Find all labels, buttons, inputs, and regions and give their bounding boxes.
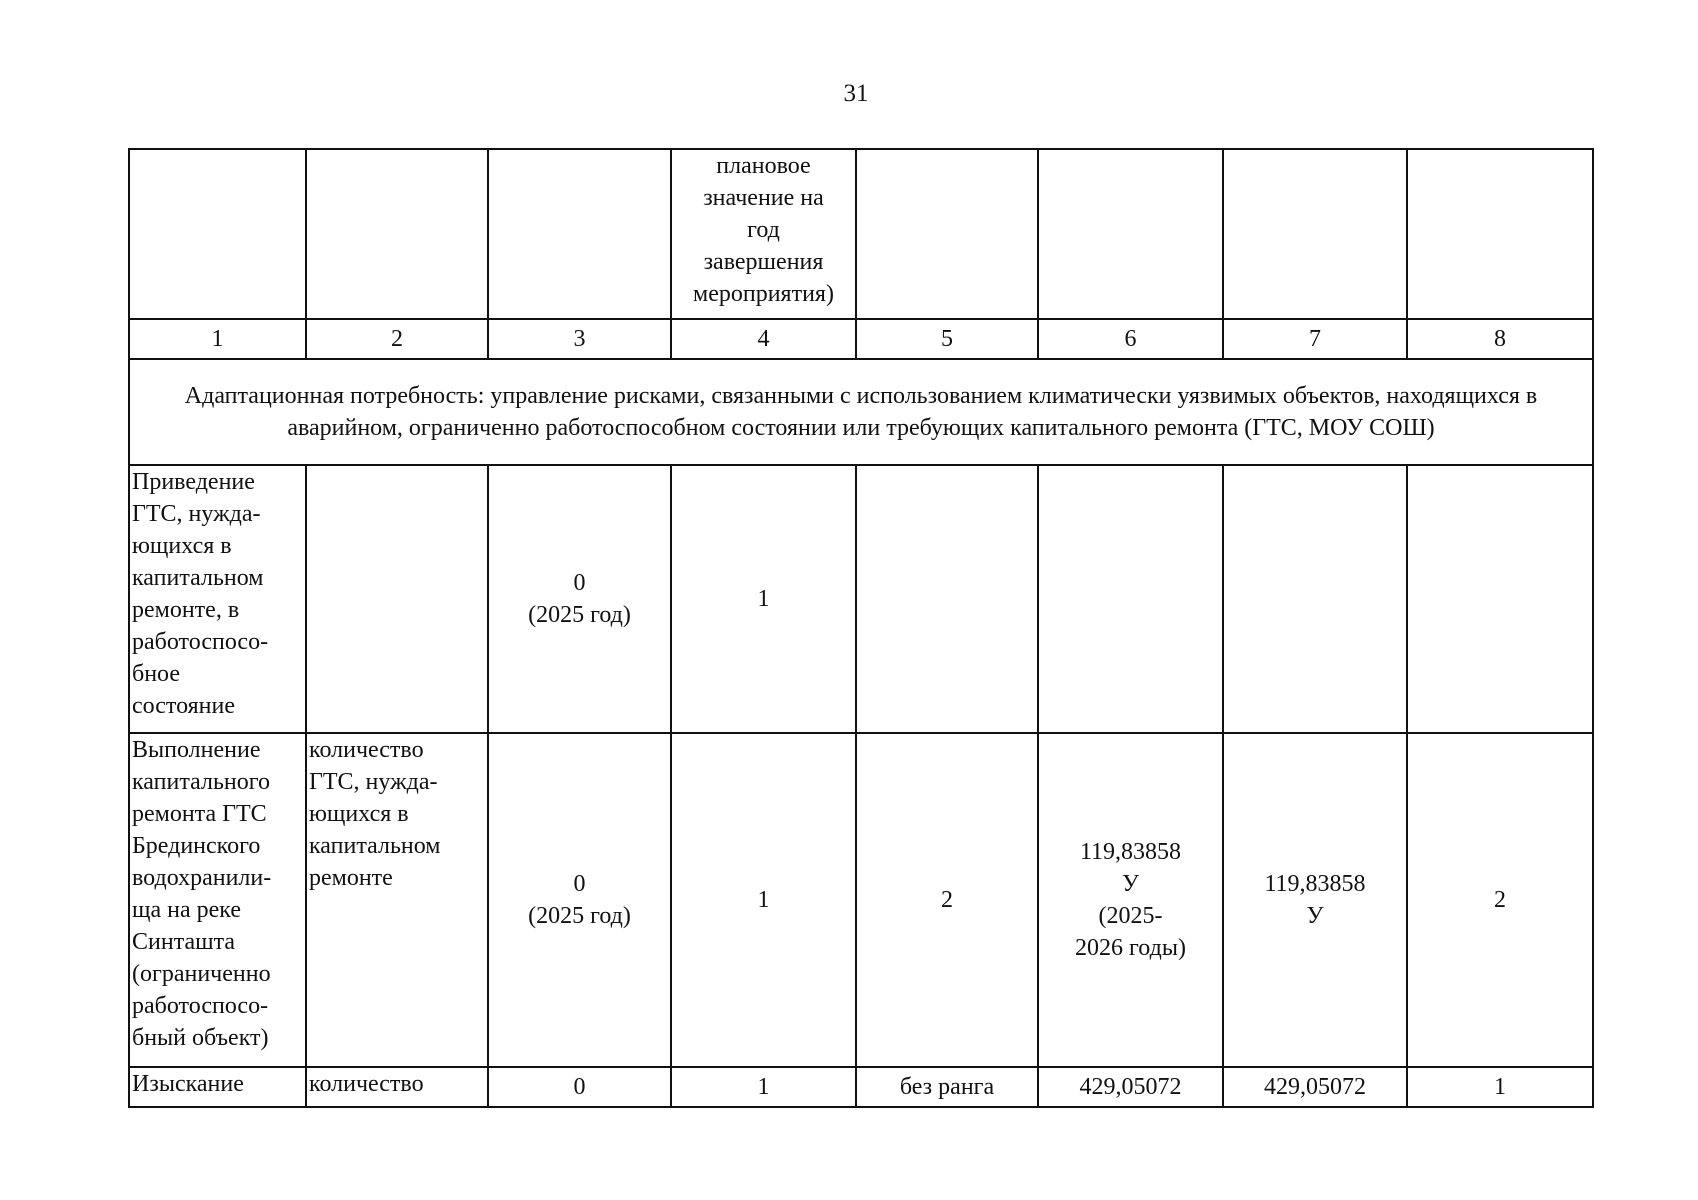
measure-name-cell (129, 1067, 306, 1107)
measure-name-cell (129, 733, 306, 1067)
measure-name: Выполнение капитального ремонта ГТС Брединского водохранили- ща на реке Синташта (ограниченно работоспосо- бный объект) (132, 737, 272, 1051)
header-cell-3 (488, 149, 671, 319)
measures-table (128, 148, 1594, 1108)
header-cell-6 (1038, 149, 1223, 319)
planned-value-cell: 1 (671, 465, 856, 733)
final-rank-cell (1407, 465, 1593, 733)
header-cell-2 (306, 149, 488, 319)
cost-total-cell: 119,83858 У (1223, 733, 1407, 1067)
base-value-cell: 0 (2025 год) (488, 465, 671, 733)
table-row (129, 733, 1593, 1067)
rank-cell: без ранга (856, 1067, 1038, 1107)
final-rank-cell: 1 (1407, 1067, 1593, 1107)
column-number: 6 (1038, 319, 1223, 359)
page-number: 31 (843, 80, 869, 107)
column-number: 1 (129, 319, 306, 359)
indicator-name: количество ГТС, нужда- ющихся в капитальном ремонте (309, 737, 441, 891)
measure-name: Изыскание (132, 1071, 244, 1097)
column-number: 3 (488, 319, 671, 359)
column-number-row (129, 319, 1593, 359)
rank-cell: 2 (856, 733, 1038, 1067)
planned-value-cell: 1 (671, 733, 856, 1067)
header-cell-8 (1407, 149, 1593, 319)
header-cell-5 (856, 149, 1038, 319)
table-row (129, 465, 1593, 733)
column-number: 2 (306, 319, 488, 359)
indicator-cell (306, 465, 488, 733)
header-continuation-row (129, 149, 1593, 319)
table-row (129, 1067, 1593, 1107)
indicator-cell (306, 1067, 488, 1107)
final-rank-cell: 2 (1407, 733, 1593, 1067)
measure-name-cell (129, 465, 306, 733)
cost-total-cell (1223, 465, 1407, 733)
indicator-name: количество (309, 1071, 424, 1097)
header-cell-4: плановое значение на год завершения мероприятия) (671, 149, 856, 319)
cost-cell (1038, 465, 1223, 733)
cost-total-cell: 429,05072 (1223, 1067, 1407, 1107)
column-number: 5 (856, 319, 1038, 359)
cost-cell: 429,05072 (1038, 1067, 1223, 1107)
column-number: 8 (1407, 319, 1593, 359)
planned-value-cell: 1 (671, 1067, 856, 1107)
column-number: 7 (1223, 319, 1407, 359)
rank-cell (856, 465, 1038, 733)
measure-name: Приведение ГТС, нужда- ющихся в капитальном ремонте, в работоспосо- бное состояние (132, 469, 269, 719)
section-title: Адаптационная потребность: управление рисками, связанными с использованием климатически уязвимых объектов, находящихся в аварийном, ограниченно работоспособном состоянии или требующих капитального ремонта (ГТС, МОУ СОШ) (129, 359, 1593, 465)
column-number: 4 (671, 319, 856, 359)
header-cell-7 (1223, 149, 1407, 319)
cost-cell: 119,83858 У (2025- 2026 годы) (1038, 733, 1223, 1067)
base-value-cell: 0 (488, 1067, 671, 1107)
base-value-cell: 0 (2025 год) (488, 733, 671, 1067)
section-title-row (129, 359, 1593, 465)
header-cell-1 (129, 149, 306, 319)
indicator-cell (306, 733, 488, 1067)
